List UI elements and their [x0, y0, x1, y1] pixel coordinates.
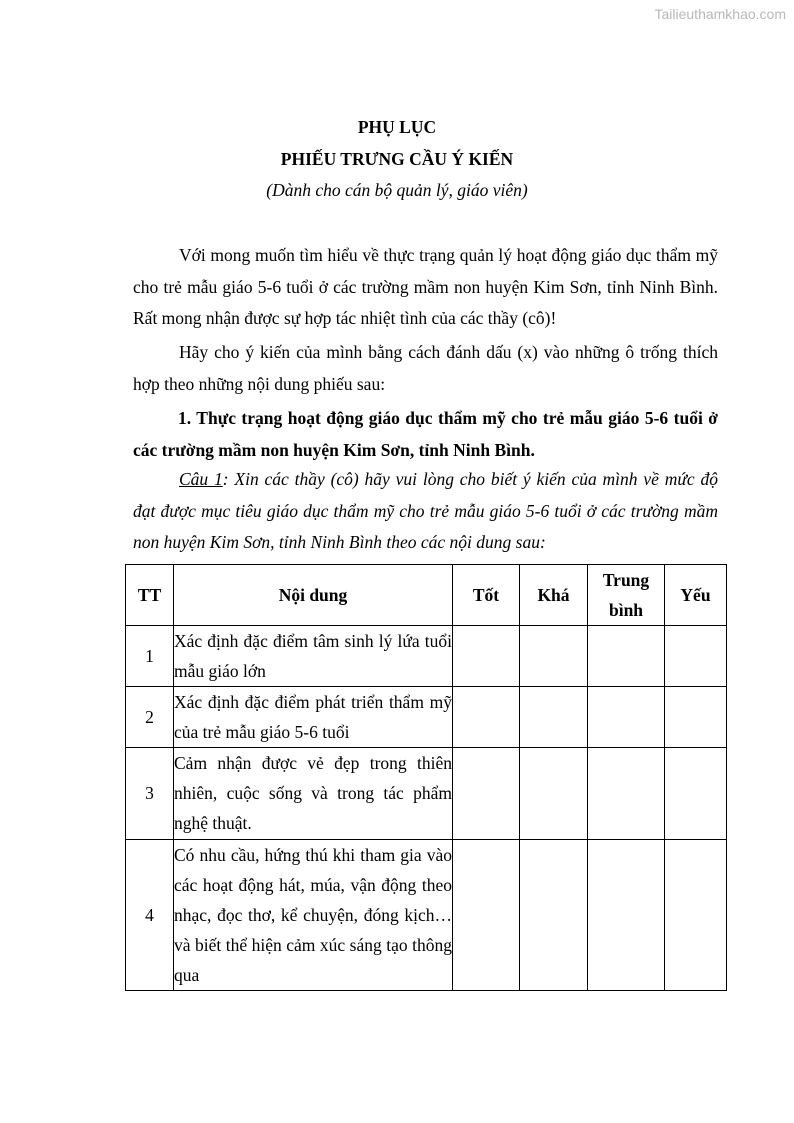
checkbox-fair[interactable]	[520, 687, 588, 748]
checkbox-average[interactable]	[588, 748, 665, 840]
checkbox-average[interactable]	[588, 626, 665, 687]
checkbox-good[interactable]	[453, 840, 520, 991]
checkbox-fair[interactable]	[520, 626, 588, 687]
question-1	[133, 464, 718, 559]
header-weak: Yếu	[665, 565, 727, 626]
row-content: Xác định đặc điểm tâm sinh lý lứa tuổi mẫu giáo lớn	[174, 626, 453, 687]
header-content: Nội dung	[174, 565, 453, 626]
checkbox-weak[interactable]	[665, 840, 727, 991]
instruction-paragraph: Hãy cho ý kiến của mình bằng cách đánh dấu (x) vào những ô trống thích hợp theo những nội dung phiếu sau:	[133, 342, 718, 394]
checkbox-fair[interactable]	[520, 840, 588, 991]
table-row	[126, 687, 727, 748]
row-content: Cảm nhận được vẻ đẹp trong thiên nhiên, cuộc sống và trong tác phẩm nghệ thuật.	[174, 748, 453, 840]
section-heading: 1. Thực trạng hoạt động giáo dục thẩm mỹ cho trẻ mẫu giáo 5-6 tuổi ở các trường mầm non huyện Kim Sơn, tỉnh Ninh Bình.	[133, 408, 718, 460]
row-number: 1	[126, 626, 174, 687]
table-row	[126, 626, 727, 687]
survey-title: PHIẾU TRƯNG CẦU Ý KIẾN	[280, 149, 514, 169]
checkbox-fair[interactable]	[520, 748, 588, 840]
checkbox-average[interactable]	[588, 687, 665, 748]
header-tt: TT	[126, 565, 174, 626]
header-average	[588, 565, 665, 626]
checkbox-good[interactable]	[453, 748, 520, 840]
checkbox-weak[interactable]	[665, 626, 727, 687]
row-number: 4	[126, 840, 174, 991]
row-content	[174, 840, 453, 991]
table-header-row	[126, 565, 727, 626]
checkbox-good[interactable]	[453, 687, 520, 748]
row-number: 3	[126, 748, 174, 840]
checkbox-average[interactable]	[588, 840, 665, 991]
header-good: Tốt	[453, 565, 520, 626]
row-content-text: Có nhu cầu, hứng thú khi tham gia vào các hoạt động hát, múa, vận động theo nhạc, đọc thơ, kể chuyện, đóng kịch…và biết thể hiện cảm xúc sáng tạo thông qua	[174, 845, 452, 985]
row-number: 2	[126, 687, 174, 748]
question-text: : Xin các thầy (cô) hãy vui lòng cho biết ý kiến của mình về mức độ đạt được mục tiêu giáo dục thẩm mỹ cho trẻ mẫu giáo 5-6 tuổi ở các trường mầm non huyện Kim Sơn, tỉnh Ninh Bình theo các nội dung sau:	[133, 469, 718, 552]
intro-paragraph: Với mong muốn tìm hiểu về thực trạng quản lý hoạt động giáo dục thẩm mỹ cho trẻ mẫu giáo 5-6 tuổi ở các trường mầm non huyện Kim Sơn, tỉnh Ninh Bình. Rất mong nhận được sự hợp tác nhiệt tình của các thầy (cô)!	[133, 245, 718, 328]
table-row	[126, 840, 727, 991]
checkbox-weak[interactable]	[665, 687, 727, 748]
checkbox-good[interactable]	[453, 626, 520, 687]
survey-audience: (Dành cho cán bộ quản lý, giáo viên)	[266, 180, 528, 200]
header-average-line1: Trung	[602, 570, 650, 590]
row-content: Xác định đặc điểm phát triển thẩm mỹ của trẻ mẫu giáo 5-6 tuổi	[174, 687, 453, 748]
survey-table	[125, 564, 727, 991]
header-fair: Khá	[520, 565, 588, 626]
watermark: Tailieuthamkhao.com	[654, 6, 786, 22]
header-average-line2: bình	[608, 600, 644, 620]
appendix-title: PHỤ LỤC	[357, 117, 437, 137]
table-row	[126, 748, 727, 840]
checkbox-weak[interactable]	[665, 748, 727, 840]
question-label: Câu 1	[179, 469, 223, 489]
